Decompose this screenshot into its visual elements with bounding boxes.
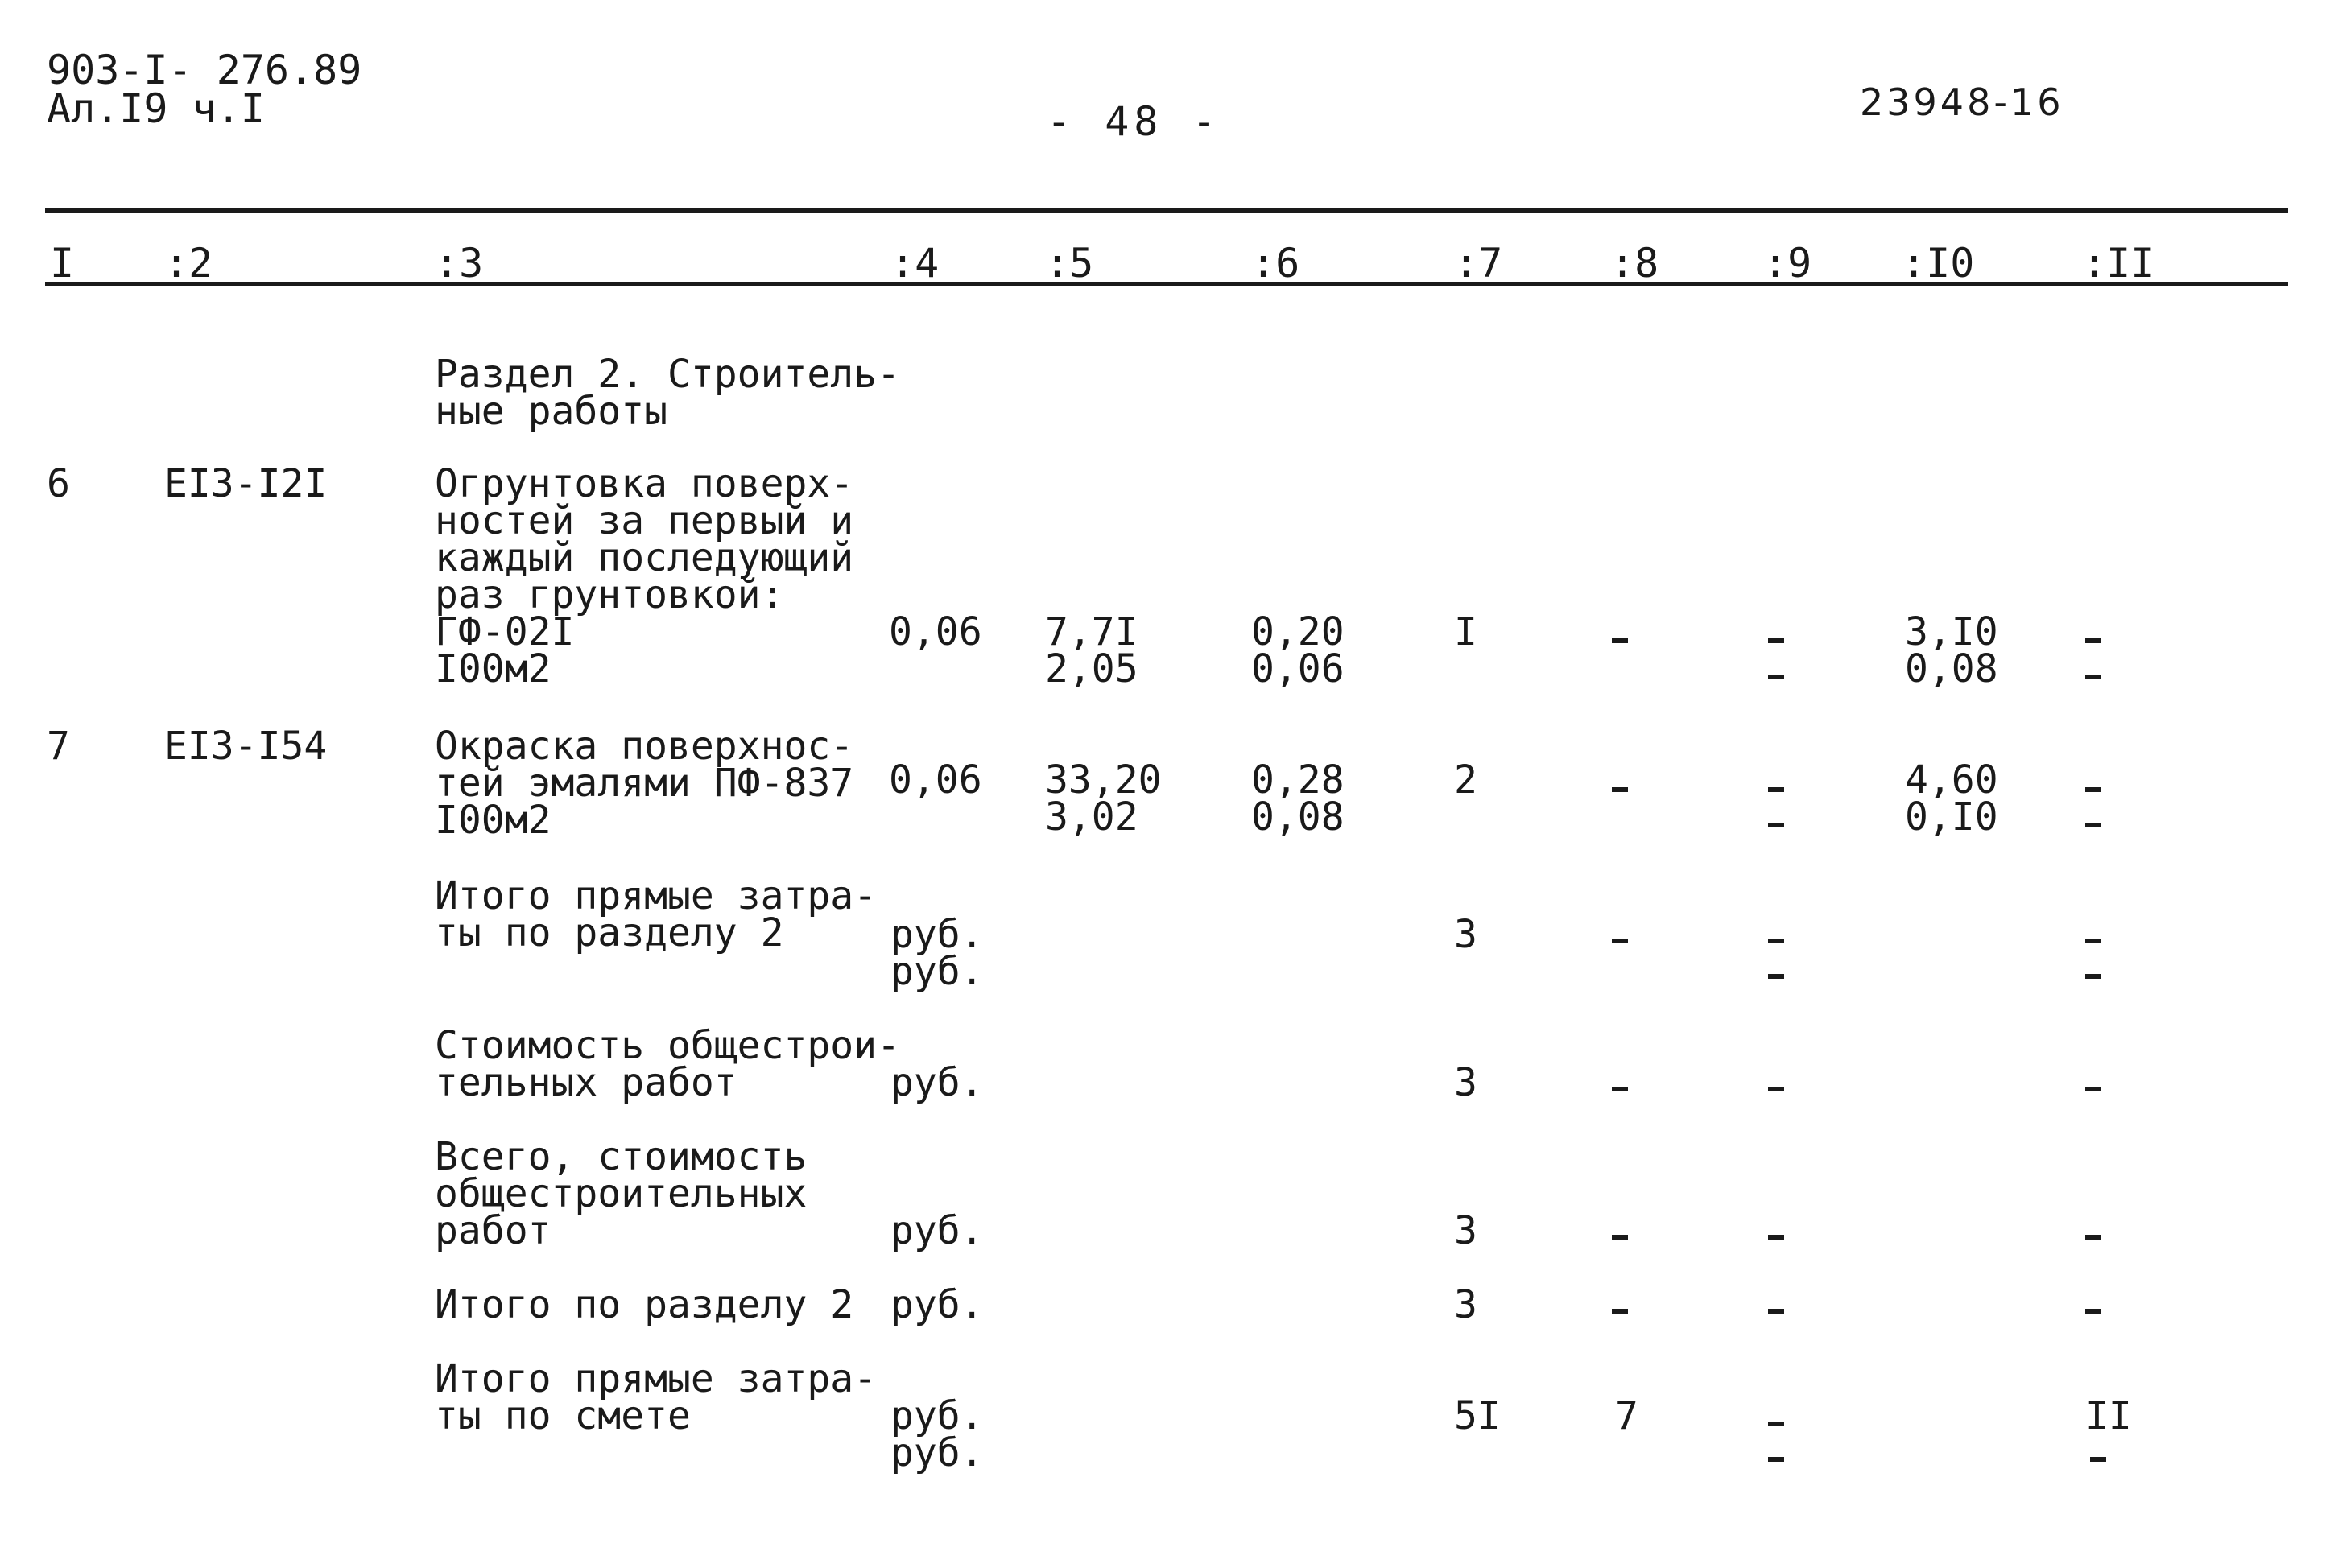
total1-c11-dash-2 [2085,974,2101,979]
row6-c6: 0,20 0,06 [1251,609,1345,691]
row6-desc: Огрунтовка поверх- ностей за первый и каждый последующий раз грунтовкой: ГФ-02I I00м2 [435,461,854,691]
total1-c8-dash [1612,939,1628,943]
doc-code-line1: 903-I- 276.89 [47,47,362,93]
row7-desc: Окраска поверхнос- тей эмалями ПФ-837 I00м2 [435,724,854,843]
row6-c11-dash-2 [2085,675,2101,679]
total5-c7: 5I [1454,1393,1501,1438]
total5-c9-dash-2 [1768,1457,1784,1462]
row7-c5: 33,20 3,02 [1045,757,1162,840]
col-header-3: :3 [435,240,484,287]
col-header-6: :6 [1251,240,1300,287]
total4-c7: 3 [1454,1282,1477,1327]
row6-code: EI3-I2I [164,461,328,506]
total4-unit: руб. [890,1282,984,1327]
total1-unit: руб. руб. [890,912,984,994]
total5-c11: II [2085,1393,2132,1438]
col-header-9: :9 [1763,240,1812,287]
top-rule [45,208,2288,213]
row6-c5: 7,7I 2,05 [1045,609,1138,691]
total3-c7: 3 [1454,1208,1477,1253]
row7-c8-dash [1612,787,1628,792]
total5-c8: 7 [1615,1393,1638,1438]
row6-c8-dash [1612,638,1628,643]
row6-c7: I [1454,609,1477,654]
col-header-7: :7 [1454,240,1503,287]
total3-c8-dash [1612,1235,1628,1240]
row7-c6: 0,28 0,08 [1251,757,1345,840]
page-number: - 48 - [1047,98,1221,145]
total2-c9-dash [1768,1087,1784,1091]
row7-code: EI3-I54 [164,724,328,769]
total2-c11-dash [2085,1087,2101,1091]
row7-c9-dash-1 [1768,787,1784,792]
total3-c11-dash [2085,1235,2101,1240]
col-header-8: :8 [1610,240,1659,287]
col-header-10: :I0 [1902,240,1975,287]
total5-unit: руб. руб. [890,1393,984,1475]
row7-c9-dash-2 [1768,823,1784,827]
row7-num: 7 [47,724,70,769]
doc-code-line2: Ал.I9 ч.I [47,85,265,132]
total5-c9-dash-1 [1768,1422,1784,1426]
row6-c9-dash-1 [1768,638,1784,643]
row7-c11-dash-2 [2085,823,2101,827]
total1-c11-dash-1 [2085,939,2101,943]
total4-c8-dash [1612,1309,1628,1314]
row7-c11-dash-1 [2085,787,2101,792]
row7-c7: 2 [1454,757,1477,803]
total2-c7: 3 [1454,1060,1477,1105]
col-header-2: :2 [164,240,213,287]
total4-desc: Итого по разделу 2 [435,1282,854,1327]
total3-c9-dash [1768,1235,1784,1240]
total2-c8-dash [1612,1087,1628,1091]
total3-desc: Всего, стоимость общестроительных работ [435,1134,808,1253]
archive-number: 23948-16 [1860,80,2064,124]
total1-c9-dash-2 [1768,974,1784,979]
total3-unit: руб. [890,1208,984,1253]
row7-qty: 0,06 [889,757,982,803]
total4-c9-dash [1768,1309,1784,1314]
total2-desc: Стоимость общестрои- тельных работ [435,1023,900,1105]
total5-c11-dash [2090,1457,2106,1462]
col-header-1: I [50,240,75,287]
total1-c7: 3 [1454,912,1477,957]
row7-c10: 4,60 0,I0 [1905,757,1998,840]
col-header-5: :5 [1045,240,1094,287]
total2-unit: руб. [890,1060,984,1105]
col-header-11: :II [2082,240,2155,287]
total5-desc: Итого прямые затра- ты по смете [435,1356,878,1438]
section-title: Раздел 2. Строитель- ные работы [435,352,900,434]
row6-qty: 0,06 [889,609,982,654]
row6-c11-dash-1 [2085,638,2101,643]
row6-num: 6 [47,461,70,506]
total1-desc: Итого прямые затра- ты по разделу 2 [435,873,878,955]
total1-c9-dash-1 [1768,939,1784,943]
col-header-4: :4 [890,240,940,287]
row6-c10: 3,I0 0,08 [1905,609,1998,691]
row6-c9-dash-2 [1768,675,1784,679]
total4-c11-dash [2085,1309,2101,1314]
